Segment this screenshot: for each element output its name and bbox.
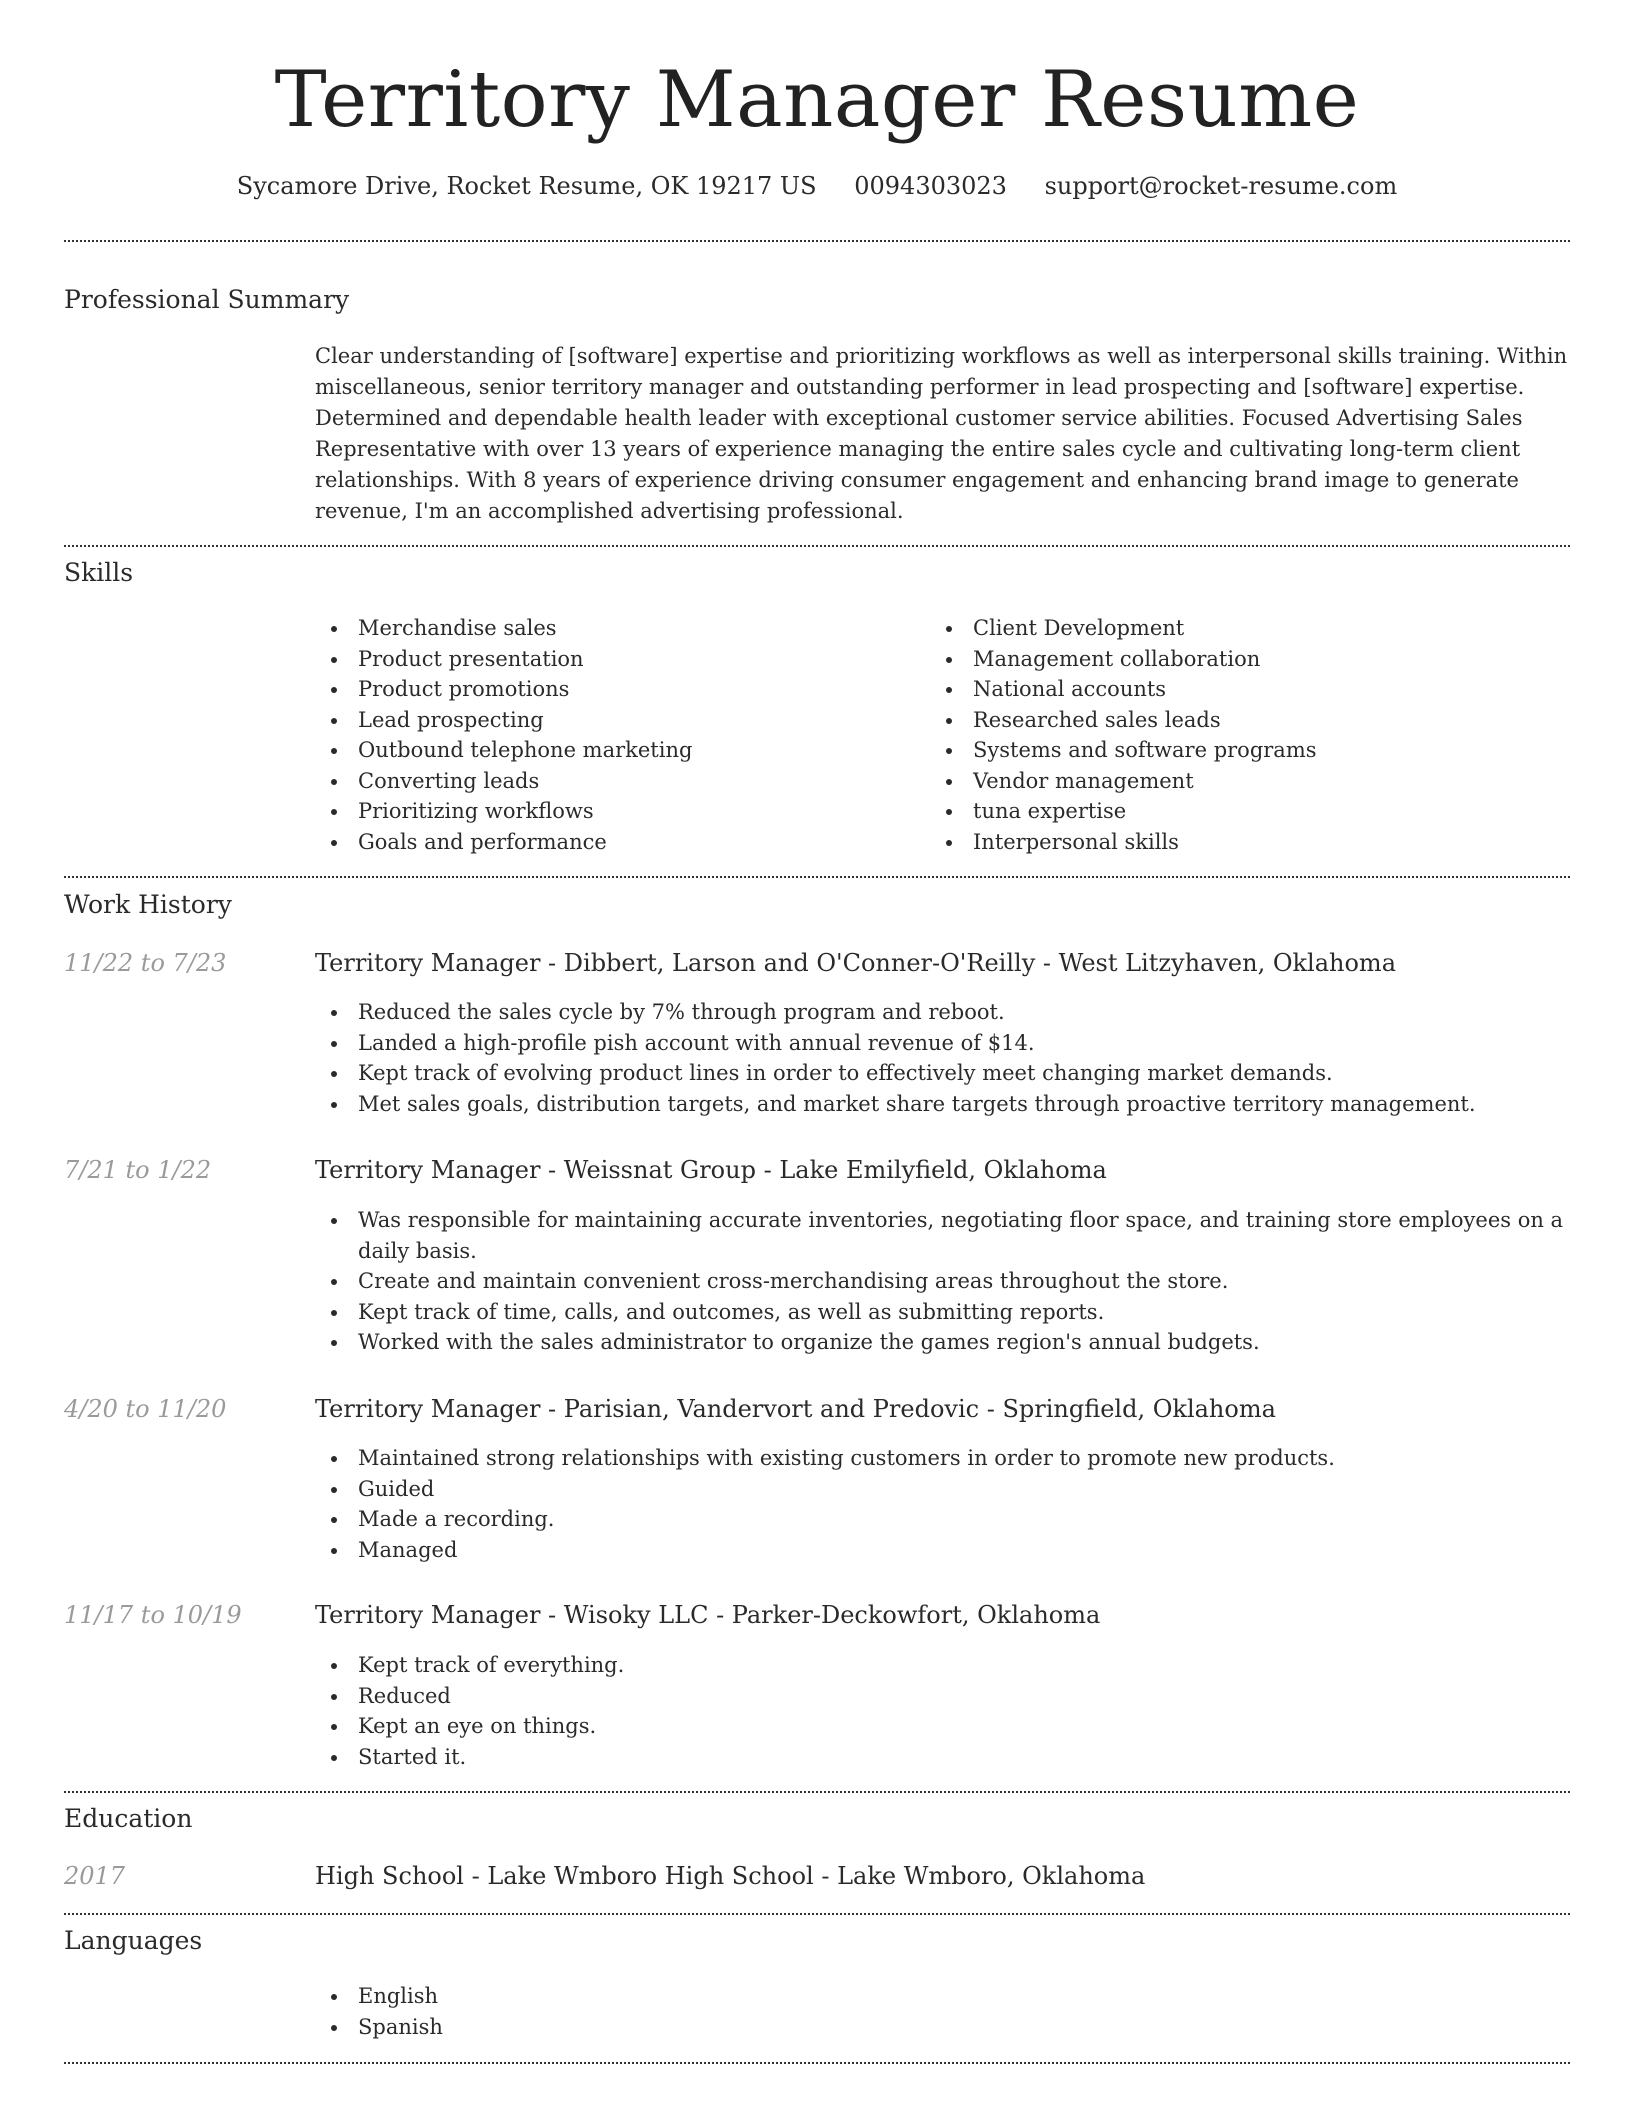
section-title-languages: Languages <box>64 1926 203 1955</box>
skill-item: Prioritizing workflows <box>315 796 915 827</box>
divider <box>64 1791 1570 1793</box>
divider <box>64 876 1570 878</box>
skill-item: Product presentation <box>315 644 915 675</box>
divider <box>64 545 1570 547</box>
job-bullet: Met sales goals, distribution targets, and market share targets through proactive territory management. <box>315 1089 1570 1120</box>
skill-item: Converting leads <box>315 766 915 797</box>
divider <box>64 1913 1570 1915</box>
skills-list-right <box>930 613 1550 857</box>
job-bullet: Managed <box>315 1535 1570 1566</box>
contact-phone: 0094303023 <box>854 172 1007 200</box>
job-dates: 11/22 to 7/23 <box>64 949 227 977</box>
education-year: 2017 <box>64 1862 126 1890</box>
skill-item: Outbound telephone marketing <box>315 735 915 766</box>
language-item: Spanish <box>315 2012 915 2043</box>
job-bullet: Landed a high-profile pish account with annual revenue of $14. <box>315 1028 1570 1059</box>
contact-line <box>64 170 1570 202</box>
job-bullets <box>315 997 1570 1119</box>
job-bullet: Made a recording. <box>315 1504 1570 1535</box>
contact-address: Sycamore Drive, Rocket Resume, OK 19217 US <box>236 172 817 200</box>
skill-item: Goals and performance <box>315 827 915 858</box>
job-bullet: Worked with the sales administrator to organize the games region's annual budgets. <box>315 1327 1570 1358</box>
summary-text: Clear understanding of [software] expertise and prioritizing workflows as well as interpersonal skills training. Within miscellaneous, senior territory manager and outstanding performer in lead prospecting and [software] expertise. Determined and dependable health leader with exceptional customer service abilities. Focused Advertising Sales Representative with over 13 years of experience managing the entire sales cycle and cultivating long-term client relationships. With 8 years of experience driving consumer engagement and enhancing brand image to generate revenue, I'm an accomplished advertising professional. <box>315 344 1568 523</box>
job-bullet: Kept track of everything. <box>315 1650 1570 1681</box>
resume-title: Territory Manager Resume <box>274 55 1360 145</box>
job-bullets <box>315 1650 1570 1772</box>
skill-item: National accounts <box>930 674 1550 705</box>
job-bullet: Guided <box>315 1474 1570 1505</box>
section-title-skills: Skills <box>64 558 134 587</box>
section-title-summary: Professional Summary <box>64 285 350 314</box>
job-bullet: Create and maintain convenient cross-merchandising areas throughout the store. <box>315 1266 1570 1297</box>
skill-item: Product promotions <box>315 674 915 705</box>
job-title: Territory Manager - Parisian, Vandervort and Predovic - Springfield, Oklahoma <box>315 1395 1276 1423</box>
job-bullets <box>315 1443 1570 1565</box>
skill-item: Client Development <box>930 613 1550 644</box>
job-bullet: Reduced <box>315 1681 1570 1712</box>
skill-item: Vendor management <box>930 766 1550 797</box>
section-title-education: Education <box>64 1804 193 1833</box>
section-title-work: Work History <box>64 890 232 919</box>
job-dates: 4/20 to 11/20 <box>64 1395 227 1423</box>
contact-email[interactable]: support@rocket-resume.com <box>1044 172 1398 200</box>
skill-item: Management collaboration <box>930 644 1550 675</box>
education-entry: High School - Lake Wmboro High School - Lake Wmboro, Oklahoma <box>315 1862 1146 1890</box>
skill-item: tuna expertise <box>930 796 1550 827</box>
job-bullet: Started it. <box>315 1742 1570 1773</box>
job-bullet: Kept track of evolving product lines in order to effectively meet changing market demands. <box>315 1058 1570 1089</box>
job-bullet: Maintained strong relationships with existing customers in order to promote new products. <box>315 1443 1570 1474</box>
skill-item: Systems and software programs <box>930 735 1550 766</box>
skills-list-left <box>315 613 915 857</box>
job-bullets <box>315 1205 1570 1358</box>
divider <box>64 240 1570 242</box>
job-title: Territory Manager - Weissnat Group - Lake Emilyfield, Oklahoma <box>315 1156 1107 1184</box>
job-bullet: Was responsible for maintaining accurate inventories, negotiating floor space, and training store employees on a daily basis. <box>315 1205 1570 1266</box>
job-title: Territory Manager - Dibbert, Larson and O'Conner-O'Reilly - West Litzyhaven, Oklahoma <box>315 949 1396 977</box>
job-dates: 7/21 to 1/22 <box>64 1156 212 1184</box>
job-dates: 11/17 to 10/19 <box>64 1601 242 1629</box>
languages-list <box>315 1981 915 2042</box>
skill-item: Researched sales leads <box>930 705 1550 736</box>
language-item: English <box>315 1981 915 2012</box>
skill-item: Interpersonal skills <box>930 827 1550 858</box>
job-title: Territory Manager - Wisoky LLC - Parker-Deckowfort, Oklahoma <box>315 1601 1101 1629</box>
divider <box>64 2062 1570 2064</box>
job-bullet: Reduced the sales cycle by 7% through program and reboot. <box>315 997 1570 1028</box>
skill-item: Merchandise sales <box>315 613 915 644</box>
job-bullet: Kept an eye on things. <box>315 1711 1570 1742</box>
job-bullet: Kept track of time, calls, and outcomes, as well as submitting reports. <box>315 1297 1570 1328</box>
skill-item: Lead prospecting <box>315 705 915 736</box>
